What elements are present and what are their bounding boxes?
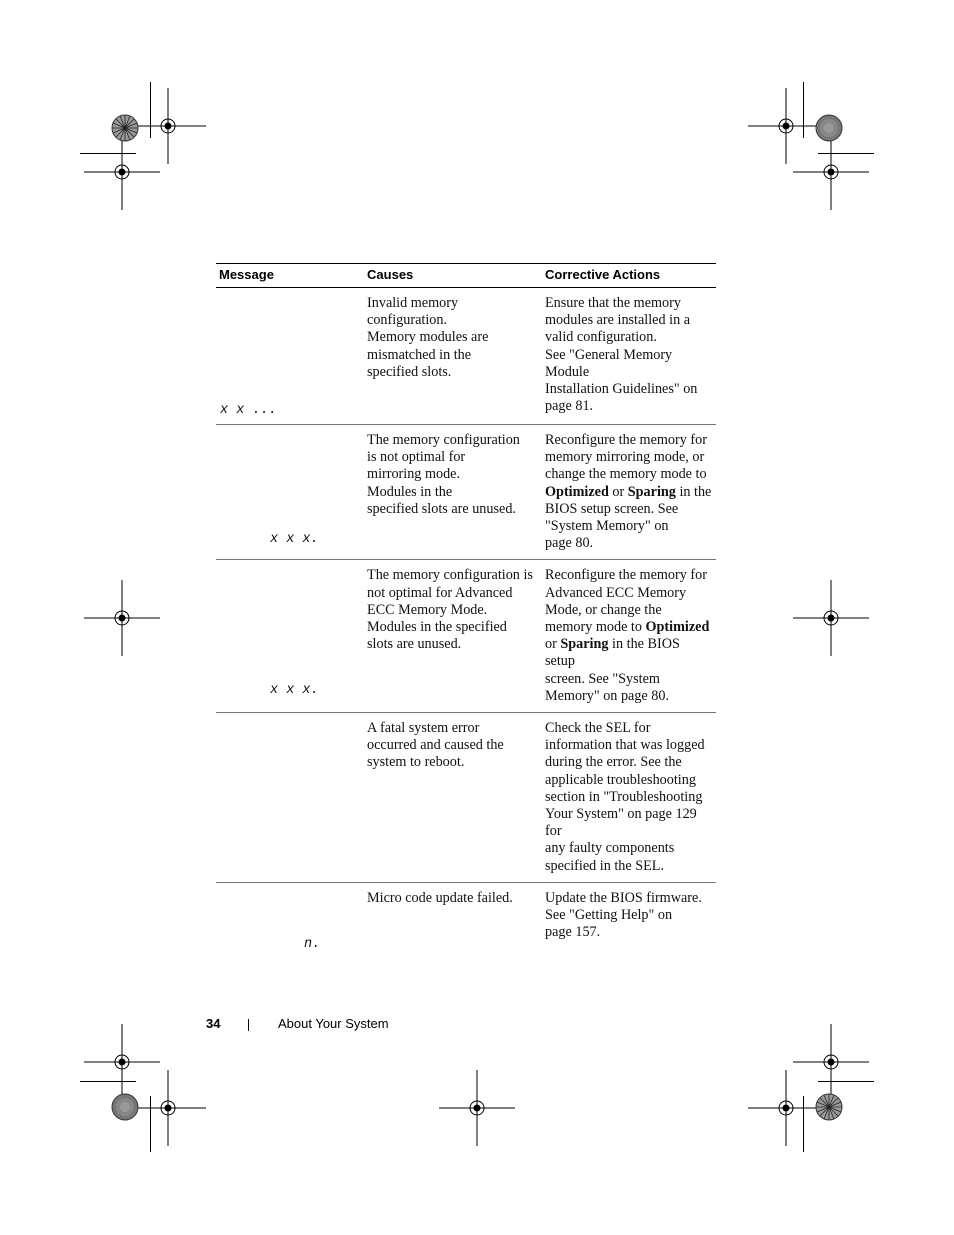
message-cell — [216, 882, 363, 956]
action-line: Advanced ECC Memory — [545, 584, 687, 601]
action-line: applicable troubleshooting — [545, 771, 696, 788]
action-line: Check the SEL for — [545, 720, 651, 737]
action-line: valid configuration. — [545, 329, 657, 346]
table-row — [216, 288, 716, 425]
cause-line: specified slots are unused. — [367, 500, 516, 517]
starburst-icon — [110, 113, 140, 143]
cause-line: Modules in the specified — [367, 619, 507, 636]
cause-line: The memory configuration — [367, 432, 520, 448]
action-text: memory mode to — [545, 619, 646, 636]
action-line — [545, 484, 712, 501]
table-row — [216, 713, 716, 883]
option-optimized: Optimized — [645, 619, 710, 636]
page-number: 34 — [206, 1016, 221, 1031]
message-cell — [216, 713, 363, 883]
cause-line: specified slots. — [367, 363, 452, 380]
message-cell — [216, 425, 363, 560]
registration-mark-icon — [84, 580, 160, 656]
action-line: modules are installed in a — [545, 312, 691, 329]
footer-divider — [248, 1019, 249, 1031]
action-line: BIOS setup screen. See — [545, 500, 679, 517]
action-line: during the error. See the — [545, 754, 682, 771]
actions-cell — [541, 425, 716, 560]
registration-mark-icon — [748, 1070, 824, 1146]
crop-line — [150, 1096, 151, 1152]
action-line: Your System" on page 129 for — [545, 806, 697, 840]
action-line: Update the BIOS firmware. — [545, 889, 702, 906]
action-line: memory mirroring mode, or — [545, 449, 705, 466]
crop-line — [150, 82, 151, 138]
message-text: n. — [304, 936, 321, 952]
cause-line: A fatal system error — [367, 720, 480, 737]
action-line: Reconfigure the memory for — [545, 567, 707, 584]
crop-line — [803, 1096, 804, 1152]
action-line: See "General Memory — [545, 346, 673, 363]
causes-cell — [363, 288, 541, 425]
registration-mark-icon — [130, 1070, 206, 1146]
actions-cell — [541, 560, 716, 713]
causes-cell — [363, 713, 541, 883]
actions-cell — [541, 713, 716, 883]
crop-line — [80, 153, 136, 154]
action-text: in the BIOS setup — [545, 636, 680, 670]
action-line: Installation Guidelines" on — [545, 381, 698, 398]
message-text: x x ... — [220, 403, 277, 418]
causes-cell — [363, 560, 541, 713]
cause-line: mismatched in the — [367, 346, 472, 363]
registration-mark-icon — [84, 134, 160, 210]
crop-line — [818, 1081, 874, 1082]
cause-line: configuration. — [367, 312, 448, 329]
action-line: page 157. — [545, 924, 601, 941]
actions-cell — [541, 288, 716, 425]
starburst-icon — [814, 113, 844, 143]
header-causes: Causes — [363, 264, 541, 288]
action-line — [545, 636, 712, 670]
cause-line: mirroring mode. — [367, 466, 461, 483]
action-line: Module — [545, 363, 590, 380]
message-text: x x x. — [270, 683, 319, 699]
cause-line: Memory modules are — [367, 329, 489, 346]
action-line: any faulty components — [545, 840, 675, 857]
cause-line: Modules in the — [367, 483, 453, 500]
cause-line: not optimal for Advanced — [367, 584, 513, 601]
table-header-row — [216, 264, 716, 288]
message-cell — [216, 560, 363, 713]
crop-line — [818, 153, 874, 154]
header-corrective-actions: Corrective Actions — [541, 264, 716, 288]
action-line — [545, 619, 712, 636]
action-line: page 80. — [545, 535, 594, 552]
crop-line — [803, 82, 804, 138]
registration-mark-icon — [439, 1070, 515, 1146]
causes-cell — [363, 425, 541, 560]
cause-line: Micro code update failed. — [367, 889, 513, 906]
option-sparing: Sparing — [560, 636, 609, 653]
cause-line: system to reboot. — [367, 754, 465, 771]
table-row — [216, 882, 716, 956]
table-row — [216, 425, 716, 560]
action-text: or — [545, 636, 561, 653]
cause-line: occurred and caused the — [367, 737, 504, 754]
registration-mark-icon — [793, 580, 869, 656]
action-line: See "Getting Help" on — [545, 907, 673, 924]
action-line: Mode, or change the — [545, 601, 662, 618]
starburst-icon — [814, 1092, 844, 1122]
header-message: Message — [216, 264, 363, 288]
cause-line: slots are unused. — [367, 636, 462, 653]
action-text: in the — [675, 483, 712, 500]
action-line: specified in the SEL. — [545, 857, 665, 874]
cause-line: The memory configuration is — [367, 567, 533, 584]
message-text: x x x. — [270, 532, 319, 547]
cause-line: Invalid memory — [367, 295, 459, 311]
crop-line — [80, 1081, 136, 1082]
message-cell — [216, 288, 363, 425]
actions-cell — [541, 882, 716, 956]
starburst-icon — [110, 1092, 140, 1122]
option-sparing: Sparing — [627, 483, 676, 500]
section-title: About Your System — [278, 1016, 389, 1031]
action-line: Reconfigure the memory for — [545, 432, 707, 448]
action-line: "System Memory" on — [545, 518, 669, 535]
registration-mark-icon — [793, 134, 869, 210]
cause-line: is not optimal for — [367, 449, 466, 466]
action-text: or — [608, 483, 628, 500]
option-optimized: Optimized — [545, 483, 609, 500]
action-line: Ensure that the memory — [545, 295, 681, 311]
action-line: page 81. — [545, 398, 594, 415]
action-line: change the memory mode to — [545, 466, 707, 483]
table-row — [216, 560, 716, 713]
action-line: Memory" on page 80. — [545, 687, 670, 704]
causes-cell — [363, 882, 541, 956]
cause-line: ECC Memory Mode. — [367, 601, 488, 618]
action-line: section in "Troubleshooting — [545, 788, 703, 805]
action-line: information that was logged — [545, 737, 705, 754]
error-message-table — [216, 263, 716, 956]
action-line: screen. See "System — [545, 670, 660, 687]
